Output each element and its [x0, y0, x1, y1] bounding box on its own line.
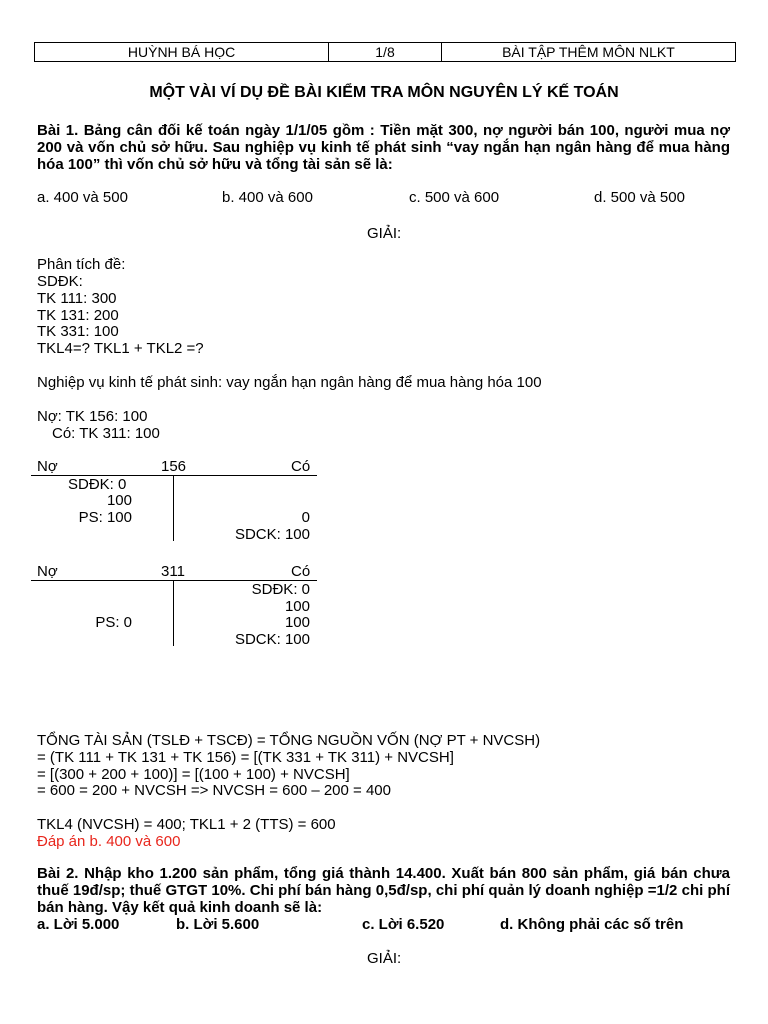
bai1-option-a: a. 400 và 500: [37, 189, 128, 206]
bai2-option-a: a. Lời 5.000: [37, 916, 120, 933]
page-title: MỘT VÀI VÍ DỤ ĐỀ BÀI KIỂM TRA MÔN NGUYÊN LÝ KẾ TOÁN: [149, 84, 619, 101]
analysis-line: TK 331: 100: [37, 323, 119, 340]
analysis-line: SDĐK:: [37, 273, 83, 290]
t-sddk: SDĐK: 0: [68, 476, 127, 493]
t-vertical-line: [173, 475, 174, 541]
bai2-giai-heading: GIẢI:: [367, 950, 402, 967]
t-sdck: SDCK: 100: [234, 526, 310, 543]
t-ps: PS: 100: [78, 509, 132, 526]
analysis-line: Phân tích đề:: [37, 256, 126, 273]
bai1-option-d: d. 500 và 500: [594, 189, 685, 206]
t-sddk: SDĐK: 0: [251, 581, 310, 598]
calc-line: = (TK 111 + TK 131 + TK 156) = [(TK 331 + TK 311) + NVCSH]: [37, 749, 454, 766]
bai1-option-c: c. 500 và 600: [409, 189, 500, 206]
bai1-giai-heading: GIẢI:: [367, 225, 402, 242]
t-account-number: 156: [161, 458, 187, 475]
answer-text: Đáp án b. 400 và 600: [37, 833, 181, 850]
t-sdck: SDCK: 100: [234, 631, 310, 648]
header-page: 1/8: [329, 43, 442, 61]
bai1-question: Bài 1. Bảng cân đối kế toán ngày 1/1/05 gồm : Tiền mặt 300, nợ người bán 100, người mua nợ 200 và vốn chủ sở hữu. Sau nghiệp vụ kinh tế phát sinh “vay ngắn hạn ngân hàng để mua hàng hóa 100” thì vốn chủ sở hữu và tổng tài sản sẽ là:: [37, 122, 730, 173]
t-no-label: Nợ: [37, 563, 58, 580]
t-vertical-line: [173, 580, 174, 646]
analysis-line: TKL4=? TKL1 + TKL2 =?: [37, 340, 204, 357]
bai2-option-d: d. Không phải các số trên: [500, 916, 684, 933]
t-co-label: Có: [291, 458, 311, 475]
analysis-line: TK 111: 300: [37, 290, 117, 307]
calc-line: = 600 = 200 + NVCSH => NVCSH = 600 – 200 = 400: [37, 782, 391, 799]
t-ps: PS: 0: [95, 614, 132, 631]
entry-co: Có: TK 311: 100: [52, 425, 160, 442]
header-author: HUỲNH BÁ HỌC: [35, 43, 329, 61]
bai2-question: Bài 2. Nhập kho 1.200 sản phẩm, tổng giá thành 14.400. Xuất bán 800 sản phẩm, giá bán chưa thuế 19đ/sp; thuế GTGT 10%. Chi phí bán hàng 0,5đ/sp, chi phí quản lý doanh nghiệp =1/2 chi phí bán hàng. Vậy kết quả kinh doanh sẽ là:: [37, 865, 730, 916]
analysis-line: TK 131: 200: [37, 307, 119, 324]
bai2-option-c: c. Lời 6.520: [362, 916, 445, 933]
bai2-option-b: b. Lời 5.600: [176, 916, 260, 933]
entry-no: Nợ: TK 156: 100: [37, 408, 148, 425]
bai1-option-b: b. 400 và 600: [222, 189, 313, 206]
t-credit-value: 100: [284, 614, 310, 631]
calc-line: = [(300 + 200 + 100)] = [(100 + 100) + NVCSH]: [37, 766, 350, 783]
header-table: [34, 42, 736, 62]
t-no-label: Nợ: [37, 458, 58, 475]
tkl-result: TKL4 (NVCSH) = 400; TKL1 + 2 (TTS) = 600: [37, 816, 336, 833]
header-subject: BÀI TẬP THÊM MÔN NLKT: [502, 44, 675, 60]
calc-line: TỔNG TÀI SẢN (TSLĐ + TSCĐ) = TỔNG NGUỒN VỐN (NỢ PT + NVCSH): [37, 732, 541, 749]
nghiep-vu-text: Nghiệp vụ kinh tế phát sinh: vay ngắn hạn ngân hàng để mua hàng hóa 100: [37, 374, 542, 391]
t-co-label: Có: [291, 563, 311, 580]
t-credit-value: 100: [284, 598, 310, 615]
t-account-number: 311: [161, 563, 185, 580]
t-credit-value: 0: [301, 509, 310, 526]
t-debit-value: 100: [106, 492, 132, 509]
